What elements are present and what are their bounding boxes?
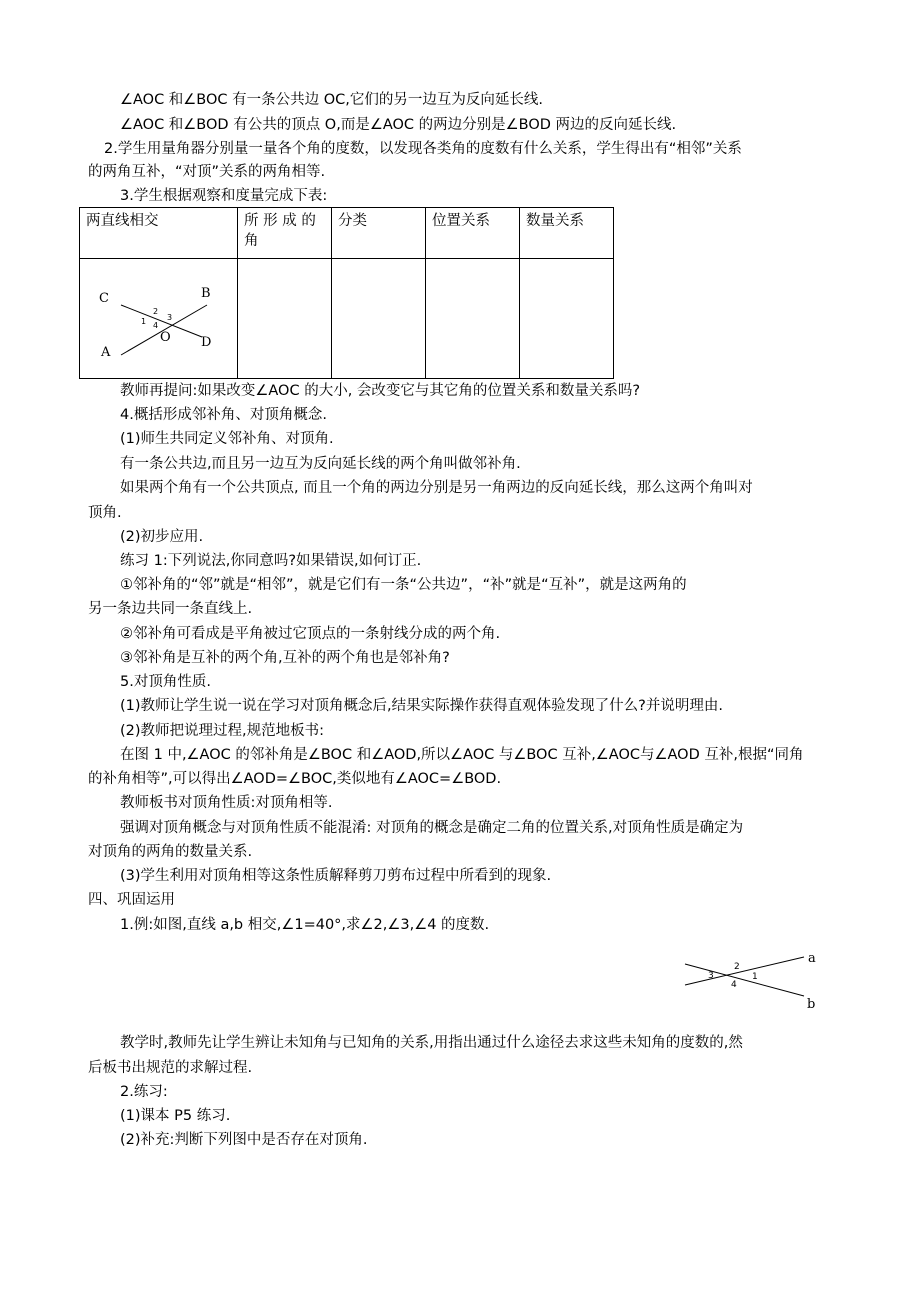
text-line: 教师板书对顶角性质:对顶角相等. [120,795,333,811]
text-line: 练习 1:下列说法,你同意吗?如果错误,如何订正. [120,553,422,569]
text-line: 教学时,教师先让学生辨让未知角与已知角的关系,用指出通过什么途径去求这些未知角的度数的,然 [120,1035,743,1051]
text-line: (1)课本 P5 练习. [120,1108,231,1124]
label-o: O [160,330,171,345]
empty-cell [520,259,614,379]
text-line: 顶角. [88,505,122,521]
section-heading: 四、巩固运用 [88,892,175,908]
label-angle-4: 4 [153,321,159,330]
text-line: (2)初步应用. [120,529,204,545]
empty-cell [238,259,332,379]
header-text: 所 形 成 的 [244,213,316,229]
text-line: (3)学生利用对顶角相等这条性质解释剪刀剪布过程中所看到的现象. [120,868,552,884]
intersecting-lines-figure [80,259,237,378]
label-b: B [201,286,211,301]
text-line: (1)师生共同定义邻补角、对顶角. [120,431,334,447]
text-line: 教师再提问:如果改变∠AOC 的大小, 会改变它与其它角的位置关系和数量关系吗? [120,383,641,399]
text-line: 对顶角的两角的数量关系. [88,844,253,860]
label-angle-4: 4 [731,980,737,990]
text-line: 5.对顶角性质. [120,674,211,690]
lines-ab-figure [676,948,826,1010]
text-line: 3.学生根据观察和度量完成下表: [120,188,328,204]
label-angle-3: 3 [708,971,714,981]
text-line: ②邻补角可看成是平角被过它顶点的一条射线分成的两个角. [120,626,501,642]
text-line: 在图 1 中,∠AOC 的邻补角是∠BOC 和∠AOD,所以∠AOC 与∠BOC 互补,∠AOC与∠AOD 互补,根据“同角 [120,747,804,763]
text-line: ③邻补角是互补的两个角,互补的两个角也是邻补角? [120,650,450,666]
label-d: D [201,335,212,350]
line-b [685,964,804,996]
text-line: 后板书出规范的求解过程. [88,1060,253,1076]
header-cell: 位置关系 [426,208,520,259]
line-a [685,957,804,985]
label-angle-2: 2 [153,307,159,316]
text-line: ∠AOC 和∠BOC 有一条公共边 OC,它们的另一边互为反向延长线. [120,92,544,108]
text-line: 2.学生用量角器分别量一量各个角的度数，以发现各类角的度数有什么关系，学生得出有“相邻”关系 [104,141,742,157]
label-angle-1: 1 [752,972,758,982]
text-line: 有一条公共边,而且另一边互为反向延长线的两个角叫做邻补角. [120,456,521,472]
label-angle-2: 2 [734,962,740,972]
text-line: 强调对顶角概念与对顶角性质不能混淆: 对顶角的概念是确定二角的位置关系,对顶角性质是确定为 [120,820,744,836]
label-b: b [807,997,816,1010]
text-line: ①邻补角的“邻”就是“相邻”，就是它们有一条“公共边”，“补”就是“互补”，就是这两角的 [120,577,687,593]
label-angle-1: 1 [141,317,147,326]
text-line: ∠AOC 和∠BOD 有公共的顶点 O,而是∠AOC 的两边分别是∠BOD 两边的反向延长线. [120,117,677,133]
label-a: a [808,951,816,966]
header-text: 角 [244,233,259,249]
text-line: 的补角相等”,可以得出∠AOD=∠BOC,类似地有∠AOC=∠BOD. [88,771,502,787]
label-c: C [99,291,109,306]
text-line: 如果两个角有一个公共顶点, 而且一个角的两边分别是另一角两边的反向延长线，那么这两个角叫对 [120,480,753,496]
figure-cell [80,259,238,379]
header-cell: 数量关系 [520,208,614,259]
label-a: A [101,345,111,360]
text-line: 1.例:如图,直线 a,b 相交,∠1=40°,求∠2,∠3,∠4 的度数. [120,917,490,933]
header-cell: 分类 [332,208,426,259]
text-line: (2)教师把说理过程,规范地板书: [120,723,325,739]
empty-cell [426,259,520,379]
text-line: 2.练习: [120,1084,168,1100]
text-line: 4.概括形成邻补角、对顶角概念. [120,407,327,423]
observation-table [79,207,614,379]
text-line: (1)教师让学生说一说在学习对顶角概念后,结果实际操作获得直观体验发现了什么?并说明理由. [120,698,723,714]
header-cell: 两直线相交 [80,208,238,259]
text-line: 另一条边共同一条直线上. [88,601,253,617]
header-cell-angles [238,208,332,259]
text-line: 的两角互补，“对顶”关系的两角相等. [88,164,326,180]
empty-cell [332,259,426,379]
label-angle-3: 3 [167,313,173,322]
text-line: (2)补充:判断下列图中是否存在对顶角. [120,1132,368,1148]
